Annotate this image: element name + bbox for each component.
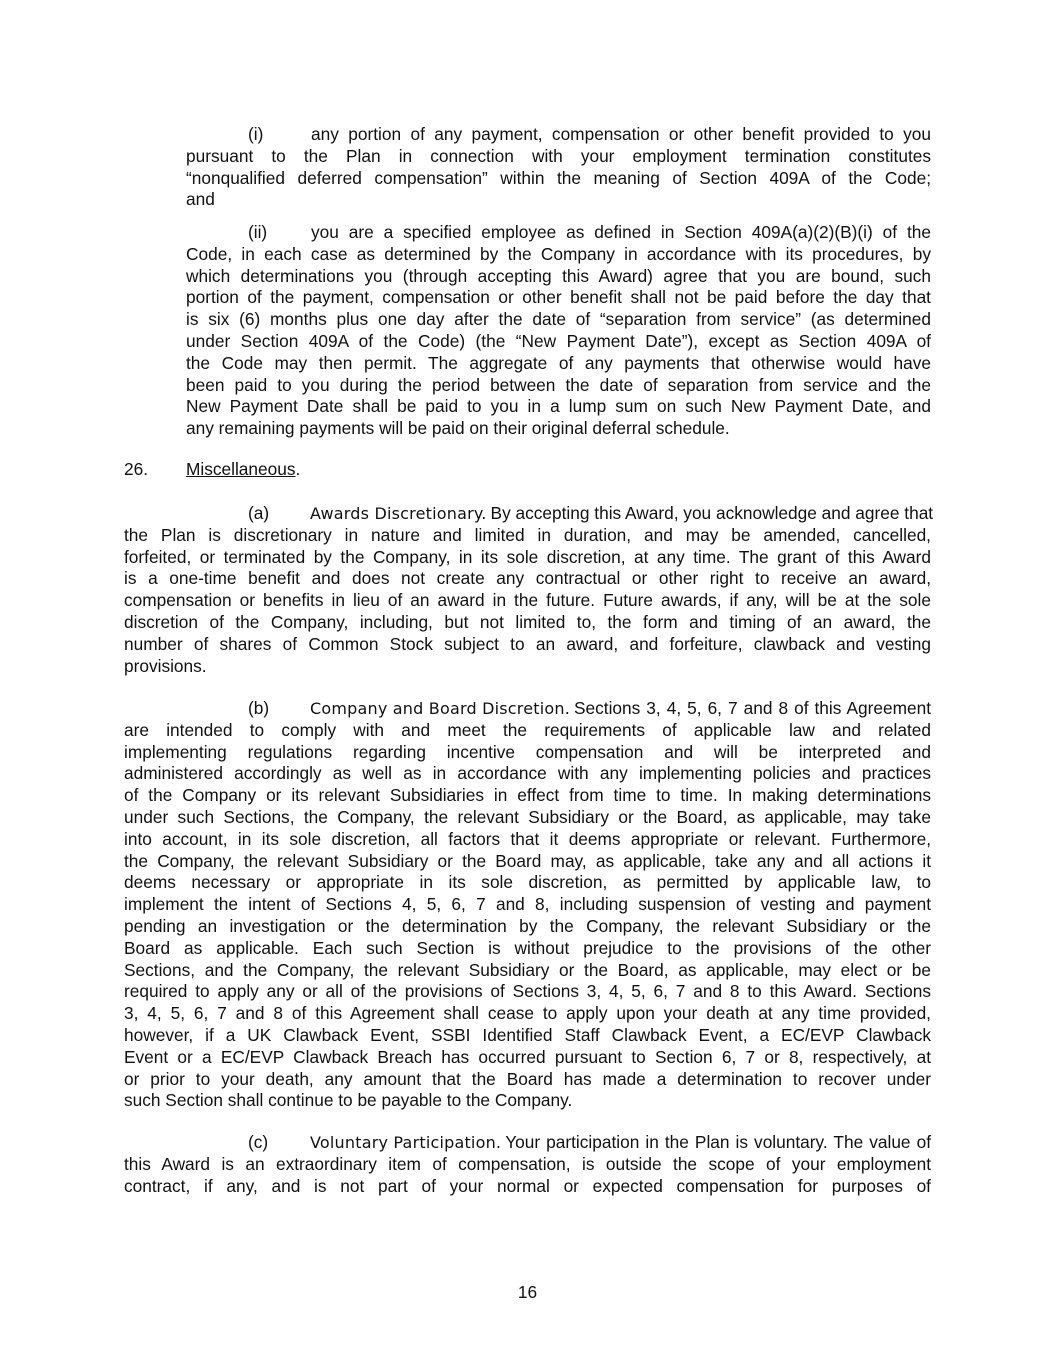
paragraph-heading: Company and Board Discretion. [310,699,571,718]
paragraph-marker: (ii) [248,222,268,242]
text-line [124,698,931,720]
text-line: pending an investigation or the determination by the Company, the relevant Subsidiary or the [124,915,931,936]
text-line: Event or a EC/EVP Clawback Breach has occurred pursuant to Section 6, 7 or 8, respectively, at [124,1046,931,1067]
text-line: under Section 409A of the Code) (the “New Payment Date”), except as Section 409A of [186,330,931,351]
text-line: this Award is an extraordinary item of compensation, is outside the scope of your employment [124,1153,931,1174]
text-line: is six (6) months plus one day after the date of “separation from service” (as determined [186,309,931,330]
paragraph-marker: (b) [248,698,270,718]
paragraph-heading: Awards Discretionary. [310,504,487,523]
paragraph-heading: Voluntary Participation. [310,1133,502,1152]
line-text: Sections 3, 4, 5, 6, 7 and 8 of this Agreement [574,698,931,718]
text-line: and [186,189,215,210]
text-line: Sections, and the Company, the relevant Subsidiary or the Board, as applicable, may elect or be [124,959,931,980]
text-line: required to apply any or all of the provisions of Sections 3, 4, 5, 6, 7 and 8 to this Award. Sections [124,981,931,1002]
paragraph-b [124,698,931,1112]
text-line: Code, in each case as determined by the Company in accordance with its procedures, by [186,243,931,264]
text-line: under such Sections, the Company, the relevant Subsidiary or the Board, as applicable, may take [124,806,931,827]
text-line: implementing regulations regarding incentive compensation and will be interpreted and [124,741,931,762]
text-line: of the Company or its relevant Subsidiaries in effect from time to time. In making determinations [124,785,931,806]
text-line: the Plan is discretionary in nature and limited in duration, and may be amended, cancelled, [124,524,931,545]
line-text: By accepting this Award, you acknowledge and agree that [490,503,934,523]
text-line: provisions. [124,655,207,676]
paragraph-c [124,1132,931,1197]
section-26-heading [124,459,931,481]
text-line: are intended to comply with and meet the requirements of applicable law and related [124,719,931,740]
paragraph-i [186,124,931,211]
text-line [186,222,931,244]
text-line: been paid to you during the period between the date of separation from service and the [186,374,931,395]
lead [124,698,310,720]
text-line [124,1132,931,1154]
text-line: implement the intent of Sections 4, 5, 6, 7 and 8, including suspension of vesting and payment [124,894,931,915]
text-line: 3, 4, 5, 6, 7 and 8 of this Agreement shall cease to apply upon your death at any time provided, [124,1003,931,1024]
section-title: Miscellaneous [186,459,296,479]
lead [186,124,311,146]
section-number: 26. [124,459,149,479]
text-line: number of shares of Common Stock subject to an award, and forfeiture, clawback and vesting [124,633,931,654]
page-number: 16 [517,1282,538,1302]
text-line: into account, in its sole discretion, all factors that it deems appropriate or relevant. Furthermore, [124,828,931,849]
section-title-punct: . [295,459,301,479]
text-line [124,503,934,525]
paragraph-a [124,503,934,677]
text-line: the Code may then permit. The aggregate of any payments that otherwise would have [186,352,931,373]
text-line: any remaining payments will be paid on their original deferral schedule. [186,418,730,439]
paragraph-ii [186,222,931,440]
paragraph-marker: (a) [248,503,270,523]
text-line: forfeited, or terminated by the Company, in its sole discretion, at any time. The grant of this Award [124,546,931,567]
line-text: you are a specified employee as defined in Section 409A(a)(2)(B)(i) of the [311,222,931,242]
text-line: Board as applicable. Each such Section is without prejudice to the provisions of the other [124,937,931,958]
text-line: portion of the payment, compensation or other benefit shall not be paid before the day that [186,287,931,308]
lead [124,1132,310,1154]
text-line: administered accordingly as well as in accordance with any implementing policies and practices [124,763,931,784]
text-line: New Payment Date shall be paid to you in a lump sum on such New Payment Date, and [186,396,931,417]
paragraph-marker: (i) [248,124,264,144]
text-line: however, if a UK Clawback Event, SSBI Identified Staff Clawback Event, a EC/EVP Clawback [124,1024,931,1045]
text-line: such Section shall continue to be payable to the Company. [124,1090,573,1111]
text-line: pursuant to the Plan in connection with your employment termination constitutes [186,145,931,166]
line-text: Your participation in the Plan is voluntary. The value of [505,1132,931,1152]
text-line: which determinations you (through accepting this Award) agree that you are bound, such [186,265,931,286]
text-line: compensation or benefits in lieu of an award in the future. Future awards, if any, will be at the sole [124,590,931,611]
text-line: or prior to your death, any amount that the Board has made a determination to recover under [124,1068,931,1089]
paragraph-marker: (c) [248,1132,269,1152]
text-line: discretion of the Company, including, but not limited to, the form and timing of an award, the [124,611,931,632]
line-text: any portion of any payment, compensation or other benefit provided to you [311,124,931,144]
text-line [186,124,931,146]
lead [186,222,311,244]
lead [124,503,310,525]
text-line: contract, if any, and is not part of your normal or expected compensation for purposes of [124,1175,931,1196]
text-line: is a one-time benefit and does not create any contractual or other right to receive an award, [124,568,931,589]
text-line: deems necessary or appropriate in its sole discretion, as permitted by applicable law, to [124,872,931,893]
text-line: the Company, the relevant Subsidiary or the Board may, as applicable, take any and all actions it [124,850,931,871]
text-line: “nonqualified deferred compensation” within the meaning of Section 409A of the Code; [186,167,931,188]
